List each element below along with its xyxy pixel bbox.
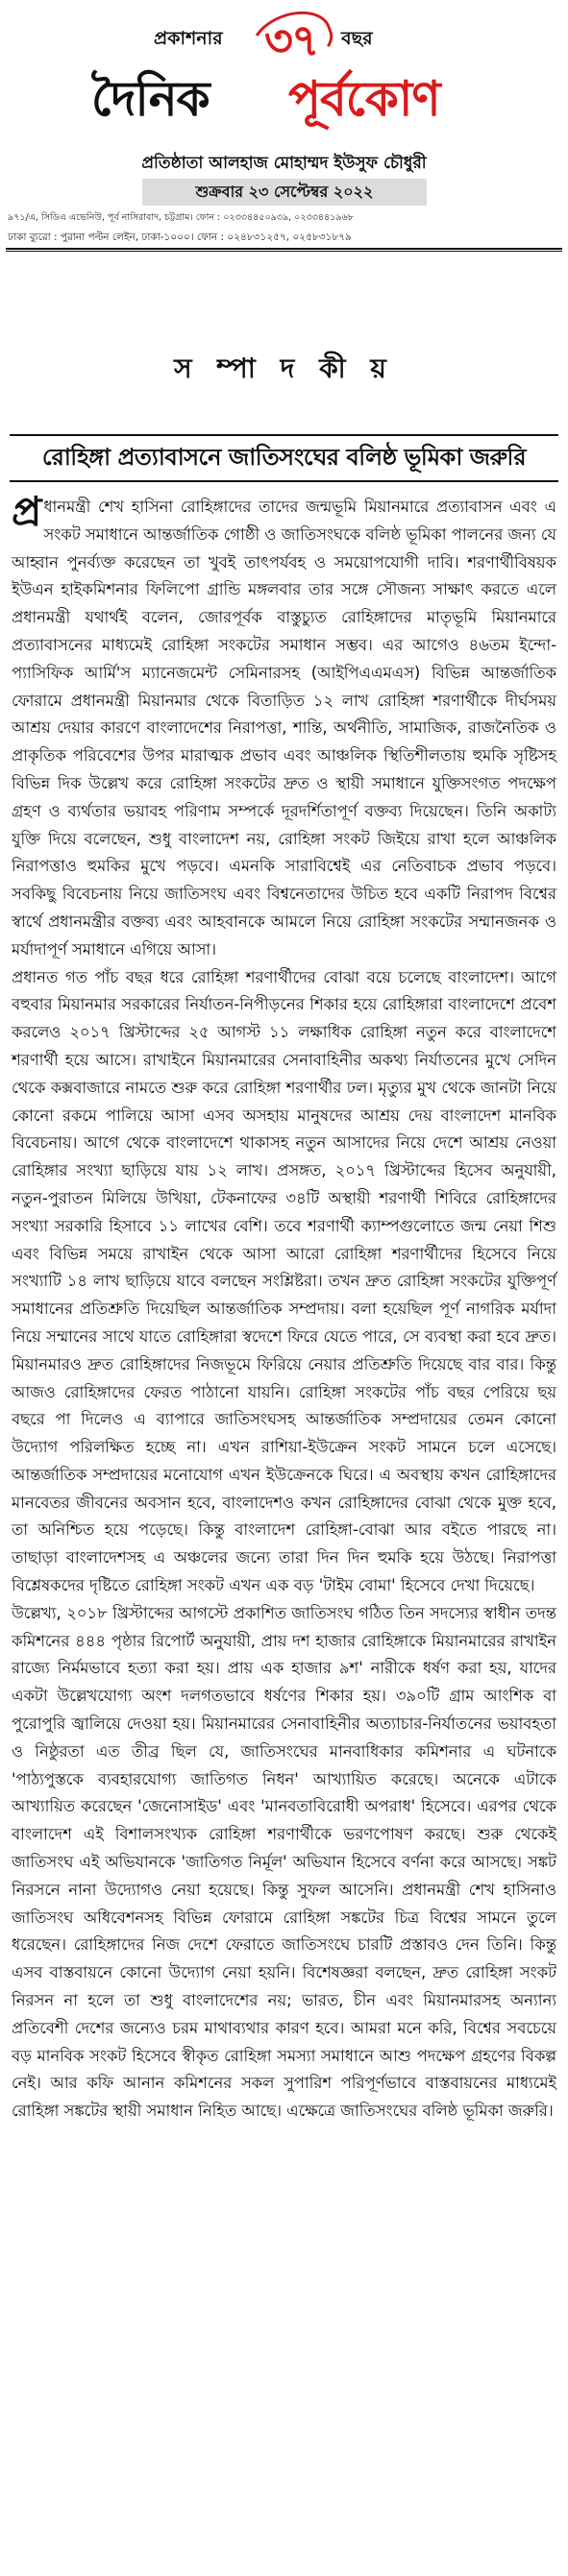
paragraph-1-text: ধানমন্ত্রী শেখ হাসিনা রোহিঙ্গাদের তাদের জন্মভূমি মিয়ানমারে প্রত্যাবাসন এবং এ সংকট সমাধানে আন্তর্জাতিক গোষ্ঠী ও জাতিসংঘকে বলিষ্ঠ ভূমিকা পালনের জন্য যে আহ্বান পুনর্ব্যক্ত করেছেন তা খুবই তাৎপর্যবহ ও সময়োপযোগী দাবি। শরণার্থীবিষয়ক ইউএন হাইকমিশনার ফিলিপো গ্রান্ডি মঙ্গলবার তার সঙ্গে সৌজন্য সাক্ষাৎ করতে এলে প্রধানমন্ত্রী যথার্থই বলেন, জোরপূর্বক বাস্তুচ্যুত রোহিঙ্গাদের মাতৃভূমি মিয়ানমারে প্রত্যাবাসনের মাধ্যমেই রোহিঙ্গা সংকটের সমাধান সম্ভব। এর আগেও ৪৬তম ইন্দো-প্যাসিফিক আর্মি'স ম্যানেজমেন্ট সেমিনারসহ (আইপিএএমএস) বিভিন্ন আন্তর্জাতিক ফোরামে প্রধানমন্ত্রী মিয়ানমার থেকে বিতাড়িত ১২ লাখ রোহিঙ্গা শরণার্থীকে দীর্ঘসময় আশ্রয় দেয়ার কারণে বাংলাদেশের নিরাপত্তা, শান্তি, অর্থনীতি, সামাজিক, রাজনৈতিক ও প্রাকৃতিক পরিবেশের উপর মারাত্মক প্রভাব এবং আঞ্চলিক স্থিতিশীলতায় হুমকি সৃষ্টিসহ বিভিন্ন দিক উল্লেখ করে রোহিঙ্গা সংকটের দ্রুত ও স্থায়ী সমাধানে যুক্তিসংগত পদক্ষেপ গ্রহণ ও ব্যর্থতার ভয়াবহ পরিণাম সম্পর্কে দূরদর্শিতাপূর্ণ বক্তব্য দিয়েছেন। তিনি অকাট্য যুক্তি দিয়ে বলেছেন, শুধু বাংলাদেশ নয়, রোহিঙ্গা সংকট জিইয়ে রাখা হলে আঞ্চলিক নিরাপত্তাও হুমকির মুখে পড়বে। এমনকি সারাবিশ্বেই এর নেতিবাচক প্রভাব পড়বে। সবকিছু বিবেচনায় নিয়ে জাতিসংঘ এবং বিশ্বনেতাদের উচিত হবে একটি নিরাপদ বিশ্বের স্বার্থে প্রধানমন্ত্রীর বক্তব্য এবং আহবানকে আমলে নিয়ে রোহিঙ্গা সংকটের সম্মানজনক ও মর্যাদাপূর্ণ সমাধানে এগিয়ে আসা।: [12, 498, 556, 959]
masthead-divider-thick: [6, 248, 562, 250]
drop-cap: প্র: [12, 488, 42, 535]
office-address: [8, 211, 354, 226]
anniversary-tagline: [144, 8, 432, 67]
tagline-suffix: বছর: [341, 28, 373, 49]
section-title: স ম্পা দ কী য়: [174, 352, 394, 384]
headline-box: [10, 434, 558, 482]
tagline-number: ৩৭: [264, 14, 318, 66]
dhaka-bureau-text: ঢাকা ব্যুরো : পুরানা পল্টন লেইন, ঢাকা-১০০০। ফোন : ০২৪৮৩১২৫৭, ০২৫৮৩১৮৭৯: [8, 231, 352, 243]
tagline-prefix: প্রকাশনার: [154, 28, 223, 49]
paragraph-2: প্রধানত গত পাঁচ বছর ধরে রোহিঙ্গা শরণার্থীদের বোঝা বয়ে চলেছে বাংলাদেশ। আগে বহুবার মিয়ানমার সরকারের নির্যাতন-নিপীড়নের শিকার হয়ে রোহিঙ্গারা বাংলাদেশে প্রবেশ করলেও ২০১৭ খ্রিস্টাব্দের ২৫ আগস্ট ১১ লক্ষাধিক রোহিঙ্গা নতুন করে বাংলাদেশে শরণার্থী হয়ে আসে। রাখাইনে মিয়ানমারের সেনাবাহিনীর অকথ্য নির্যাতনের মুখে সেদিন থেকে কক্সবাজারে নামতে শুরু করে রোহিঙ্গা শরণার্থীর ঢল। মৃত্যুর মুখ থেকে জানটা নিয়ে কোনো রকমে পালিয়ে আসা এসব অসহায় মানুষদের আশ্রয় দেয় বাংলাদেশ মানবিক বিবেচনায়। আগে থেকে বাংলাদেশে থাকাসহ নতুন আসাদের নিয়ে দেশে আশ্রয় নেওয়া রোহিঙ্গার সংখ্যা ছাড়িয়ে যায় ১২ লাখ। প্রসঙ্গত, ২০১৭ খ্রিস্টাব্দের হিসেব অনুযায়ী, নতুন-পুরাতন মিলিয়ে উখিয়া, টেকনাফের ৩৪টি অস্থায়ী শরণার্থী শিবিরে রোহিঙ্গাদের সংখ্যা সরকারি হিসাবে ১১ লাখের বেশি। তবে শরণার্থী ক্যাম্পগুলোতে জন্ম নেয়া শিশু এবং বিভিন্ন সময়ে রাখাইন থেকে আসা আরো রোহিঙ্গা শরণার্থীদের হিসেবে নিয়ে সংখ্যাটি ১৪ লাখ ছাড়িয়ে যাবে বলছেন সংশ্লিষ্টরা। তখন দ্রুত রোহিঙ্গা সংকটের যুক্তিপূর্ণ সমাধানের প্রতিশ্রুতি দিয়েছিল আন্তর্জাতিক সম্প্রদায়। বলা হয়েছিল পূর্ণ নাগরিক মর্যাদা নিয়ে সম্মানের সাথে যাতে রোহিঙ্গারা স্বদেশে ফিরে যেতে পারে, সে ব্যবস্থা করা হবে দ্রুত। মিয়ানমারও দ্রুত রোহিঙ্গাদের নিজভূমে ফিরিয়ে নেয়ার প্রতিশ্রুতি দিয়েছে বার বার। কিন্তু আজও রোহিঙ্গাদের ফেরত পাঠানো যায়নি। রোহিঙ্গা সংকটের পাঁচ বছর পেরিয়ে ছয় বছরে পা দিলেও এ ব্যাপারে জাতিসংঘসহ আন্তর্জাতিক সম্প্রদায়ের তেমন কোনো উদ্যোগ পরিলক্ষিত হচ্ছে না। এখন রাশিয়া-ইউক্রেন সংকট সামনে চলে এসেছে। আন্তর্জাতিক সম্প্রদায়ের মনোযোগ এখন ইউক্রেনকে ঘিরে। এ অবস্থায় কখন রোহিঙ্গাদের মানবেতর জীবনের অবসান হবে, বাংলাদেশও কখন রোহিঙ্গাদের বোঝা থেকে মুক্ত হবে, তা অনিশ্চিত হয়ে পড়েছে। কিন্তু বাংলাদেশ রোহিঙ্গা-বোঝা আর বইতে পারছে না। তাছাড়া বাংলাদেশসহ এ অঞ্চলের জন্যে তারা দিন দিন হুমকি হয়ে উঠছে। নিরাপত্তা বিশ্লেষকদের দৃষ্টিতে রোহিঙ্গা সংকট এখন এক বড় 'টাইম বোমা' হিসেবে দেখা দিয়েছে।: [12, 967, 556, 1595]
newspaper-nameplate: [91, 63, 495, 131]
nameplate-word-dainik: দৈনিক: [91, 70, 210, 127]
issue-date: শুক্রবার ২৩ সেপ্টেম্বর ২০২২: [142, 179, 427, 206]
article-body: [12, 488, 556, 2126]
founder-line: প্রতিষ্ঠাতা আলহাজ মোহাম্মদ ইউসুফ চৌধুরী: [141, 154, 427, 173]
nameplate-word-purbokon: পূর্বকোণ: [288, 70, 440, 127]
masthead-divider-thin: [6, 251, 562, 252]
dhaka-bureau-address: [8, 231, 352, 247]
office-address-text: ৯৭১/এ, সিডিএ এভেনিউ, পূর্ব নাসিরাবাদ, চট্টগ্রাম। ফোন : ০২৩৩৪৪৫০৯৩৯, ০২৩৩৪৪১৯৬৮: [8, 212, 354, 223]
article-headline: রোহিঙ্গা প্রত্যাবাসনে জাতিসংঘের বলিষ্ঠ ভূমিকা জরুরি: [41, 444, 527, 471]
paragraph-3: উল্লেখ্য, ২০১৮ খ্রিস্টাব্দের আগস্টে প্রকাশিত জাতিসংঘ গঠিত তিন সদস্যের স্বাধীন তদন্ত কমিশনের ৪৪৪ পৃষ্ঠার রিপোর্ট অনুযায়ী, প্রায় দশ হাজার রোহিঙ্গাকে মিয়ানমারের রাখাইন রাজ্যে নির্মমভাবে হত্যা করা হয়। প্রায় এক হাজার ৯শ' নারীকে ধর্ষণ করা হয়, যাদের একটা উল্লেখযোগ্য অংশ দলগতভাবে ধর্ষণের শিকার হয়। ৩৯০টি গ্রাম আংশিক বা পুরোপুরি জ্বালিয়ে দেওয়া হয়। মিয়ানমারের সেনাবাহিনীর অত্যাচার-নির্যাতনের ভয়াবহতা ও নিষ্ঠুরতা এত তীব্র ছিল যে, জাতিসংঘের মানবাধিকার কমিশনার এ ঘটনাকে 'পাঠ্যপুস্তকে ব্যবহারযোগ্য জাতিগত নিধন' আখ্যায়িত করেছে। অনেকে এটাকে আখ্যায়িত করেছেন 'জেনোসাইড' এবং 'মানবতাবিরোধী অপরাধ' হিসেবে। এরপর থেকে বাংলাদেশ এই বিশালসংখ্যক রোহিঙ্গা শরণার্থীকে ভরণপোষণ করছে। শুরু থেকেই জাতিসংঘ এই অভিযানকে 'জাতিগত নির্মূল' অভিযান হিসেবে বর্ণনা করে আসছে। সঙ্কট নিরসনে নানা উদ্যোগও নেয়া হয়েছে। কিন্তু সুফল আসেনি। প্রধানমন্ত্রী শেখ হাসিনাও জাতিসংঘ অধিবেশনসহ বিভিন্ন ফোরামে রোহিঙ্গা সঙ্কটের চিত্র বিশ্বের সামনে তুলে ধরেছেন। রোহিঙ্গাদের নিজ দেশে ফেরাতে জাতিসংঘে চারটি প্রস্তাবও দেন তিনি। কিন্তু এসব বাস্তবায়নে কোনো উদ্যোগ নেয়া হয়নি। বিশেষজ্ঞরা বলছেন, দ্রুত রোহিঙ্গা সংকট নিরসন না হলে তা শুধু বাংলাদেশের নয়; ভারত, চীন এবং মিয়ানমারসহ অন্যান্য প্রতিবেশী দেশের জন্যেও চরম মাথাব্যথার কারণ হবে। আমরা মনে করি, বিশ্বের সবচেয়ে বড় মানবিক সংকট হিসেবে স্বীকৃত রোহিঙ্গা সমস্যা সমাধানে আশু পদক্ষেপ গ্রহণের বিকল্প নেই। আর কফি আনান কমিশনের সকল সুপারিশ পরিপূর্ণভাবে বাস্তবায়নের মাধ্যমেই রোহিঙ্গা সঙ্কটের স্থায়ী সমাধান নিহিত আছে। এক্ষেত্রে জাতিসংঘের বলিষ্ঠ ভূমিকা জরুরি।: [12, 1603, 556, 2121]
paragraph-1: [12, 488, 556, 964]
